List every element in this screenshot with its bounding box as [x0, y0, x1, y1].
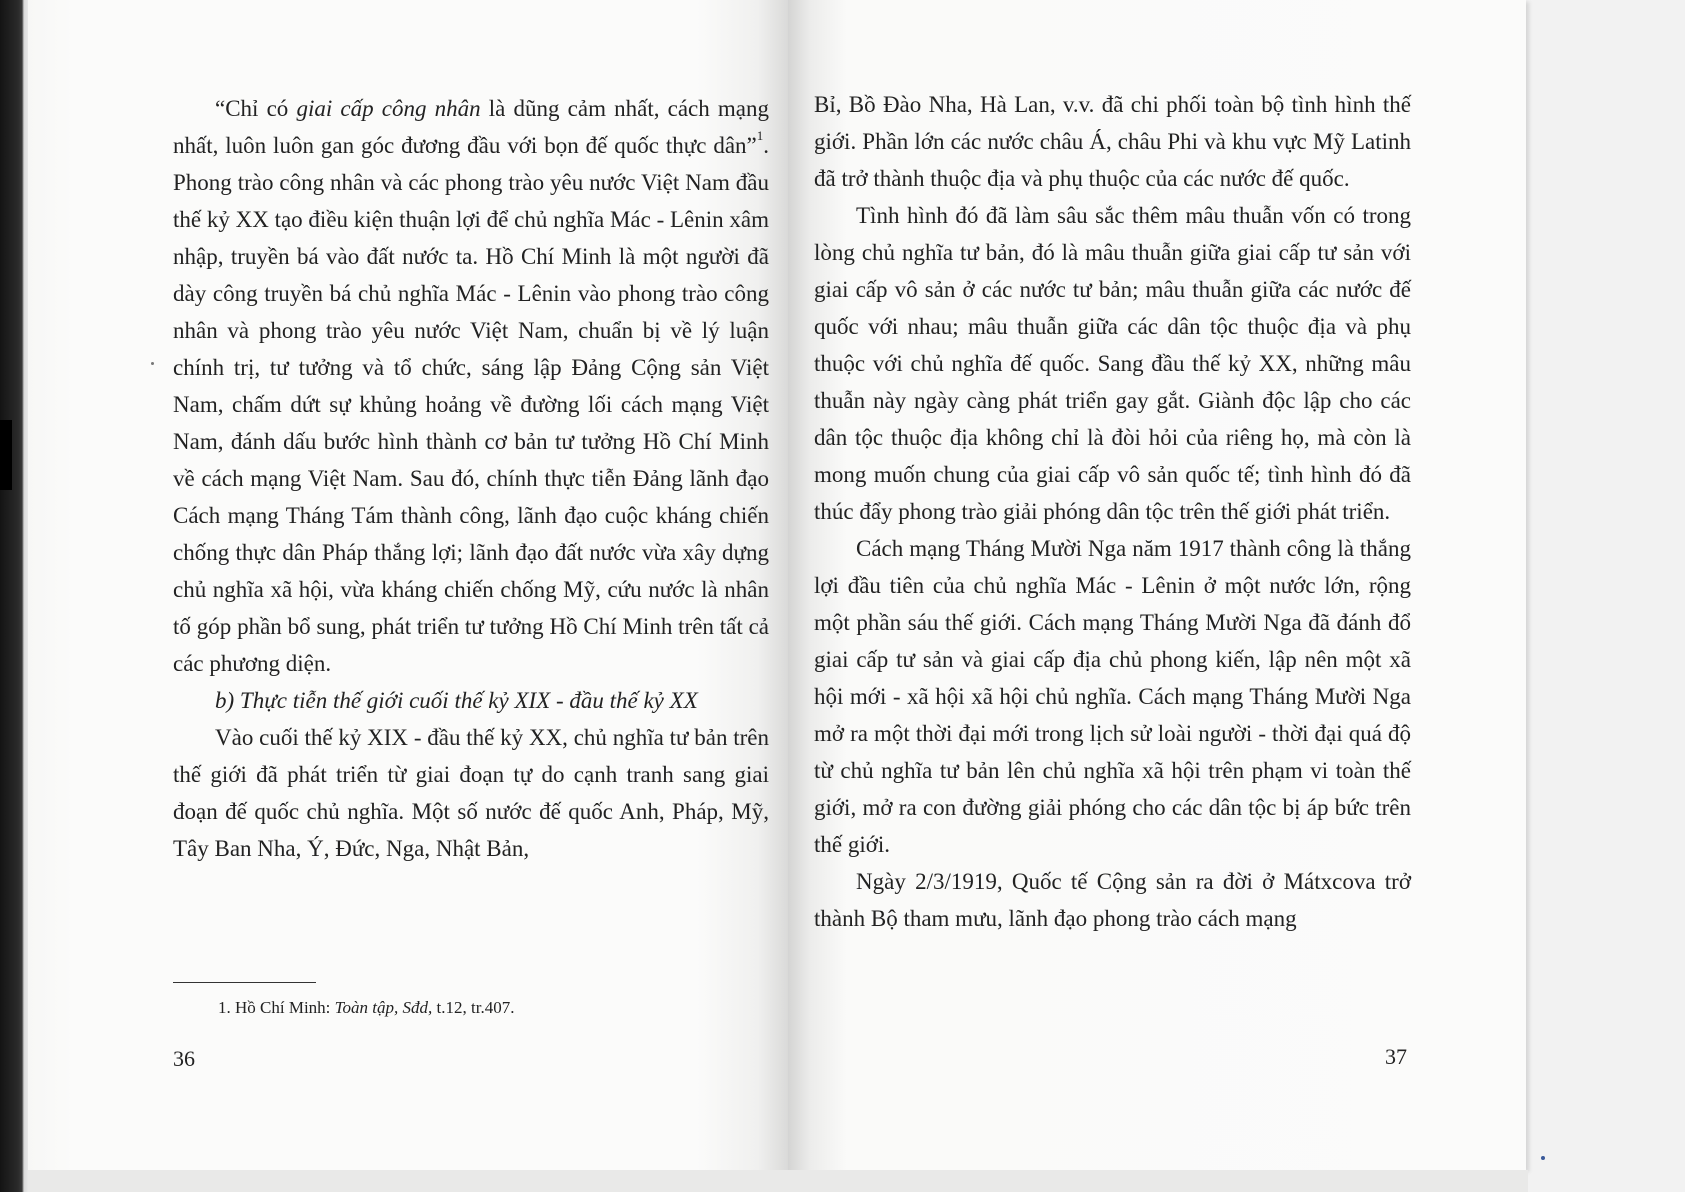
- text-run: Vào cuối thế kỷ XIX - đầu thế kỷ XX, chủ nghĩa tư bản trên thế giới đã phát triển từ giai đoạn tự do cạnh tranh sang giai đoạn đế quốc chủ nghĩa. Một số nước đế quốc Anh, Pháp, Mỹ, Tây Ban Nha, Ý, Đức, Nga, Nhật Bản,: [173, 725, 769, 861]
- paragraph: Tình hình đó đã làm sâu sắc thêm mâu thuẫn vốn có trong lòng chủ nghĩa tư bản, đó là mâu thuẫn giữa giai cấp tư sản với giai cấp vô sản ở các nước tư bản; mâu thuẫn giữa các nước đế quốc với nhau; mâu thuẫn giữa các dân tộc thuộc địa và phụ thuộc với chủ nghĩa đế quốc. Sang đầu thế kỷ XX, những mâu thuẫn này ngày càng phát triển gay gắt. Giành độc lập cho các dân tộc thuộc địa không chỉ là đòi hỏi của riêng họ, mà còn là mong muốn chung của giai cấp vô sản quốc tế; tình hình đó đã thúc đẩy phong trào giải phóng dân tộc trên thế giới phát triển.: [814, 203, 1411, 524]
- footnote: [218, 997, 514, 1019]
- page-bottom-edge: [28, 1170, 1528, 1192]
- paragraph: Ngày 2/3/1919, Quốc tế Cộng sản ra đời ở Mátxcova trở thành Bộ tham mưu, lãnh đạo phong trào cách mạng: [814, 869, 1411, 931]
- footnote-marker: 1: [756, 128, 764, 143]
- page-number-right: 37: [1385, 1044, 1407, 1069]
- footnote-prefix: 1. Hồ Chí Minh:: [218, 998, 335, 1017]
- scan-speck: [1541, 1156, 1545, 1160]
- section-heading: [173, 682, 769, 719]
- page-number-left: 36: [173, 1046, 195, 1071]
- footnote-rest: t.12, tr.407.: [432, 998, 515, 1017]
- emphasis-text: giai cấp công nhân: [296, 96, 481, 121]
- paragraph: [173, 719, 769, 867]
- text-run: b) Thực tiễn thế giới cuối thế kỷ XIX - đầu thế kỷ XX: [215, 688, 698, 713]
- footnote-rule: [173, 982, 316, 983]
- text-run: . Phong trào công nhân và các phong trào yêu nước Việt Nam đầu thế kỷ XX tạo điều kiện thuận lợi để chủ nghĩa Mác - Lênin xâm nhập, truyền bá vào đất nước ta. Hồ Chí Minh là một người đã dày công truyền bá chủ nghĩa Mác - Lênin vào phong trào công nhân và phong trào yêu nước Việt Nam, chuẩn bị về lý luận chính trị, tư tưởng và tổ chức, sáng lập Đảng Cộng sản Việt Nam, chấm dứt sự khủng hoảng về đường lối cách mạng Việt Nam, đánh dấu bước hình thành cơ bản tư tưởng Hồ Chí Minh về cách mạng Việt Nam. Sau đó, chính thực tiễn Đảng lãnh đạo Cách mạng Tháng Tám thành công, lãnh đạo cuộc kháng chiến chống thực dân Pháp thắng lợi; lãnh đạo đất nước vừa xây dựng chủ nghĩa xã hội, vừa kháng chiến chống Mỹ, cứu nước là nhân tố góp phần bổ sung, phát triển tư tưởng Hồ Chí Minh trên tất cả các phương diện.: [173, 133, 769, 676]
- scan-speck: [151, 362, 154, 365]
- right-page-body: [814, 86, 1411, 937]
- left-page-body: [173, 90, 769, 867]
- paragraph: Bỉ, Bồ Đào Nha, Hà Lan, v.v. đã chi phối toàn bộ tình hình thế giới. Phần lớn các nước châu Á, châu Phi và khu vực Mỹ Latinh đã trở thành thuộc địa và phụ thuộc của các nước đế quốc.: [814, 92, 1411, 191]
- text-run: là dũng cảm nhất, cách mạng nhất, luôn luôn gan góc đương đầu với bọn đế quốc thực dân”: [173, 96, 769, 158]
- scan-edge-mark: [0, 420, 12, 490]
- footnote-title: Toàn tập, Sđd,: [334, 998, 433, 1017]
- scanner-bed-right: [1535, 0, 1685, 1192]
- paragraph: [173, 90, 769, 682]
- text-run: “Chỉ có: [215, 96, 297, 121]
- paragraph: Cách mạng Tháng Mười Nga năm 1917 thành công là thắng lợi đầu tiên của chủ nghĩa Mác - Lênin ở một nước lớn, rộng một phần sáu thế giới. Cách mạng Tháng Mười Nga đã đánh đổ giai cấp tư sản và giai cấp địa chủ phong kiến, lập nên một xã hội mới - xã hội xã hội chủ nghĩa. Cách mạng Tháng Mười Nga mở ra một thời đại mới trong lịch sử loài người - thời đại quá độ từ chủ nghĩa tư bản lên chủ nghĩa xã hội trên phạm vi toàn thế giới, mở ra con đường giải phóng cho các dân tộc bị áp bức trên thế giới.: [814, 536, 1411, 857]
